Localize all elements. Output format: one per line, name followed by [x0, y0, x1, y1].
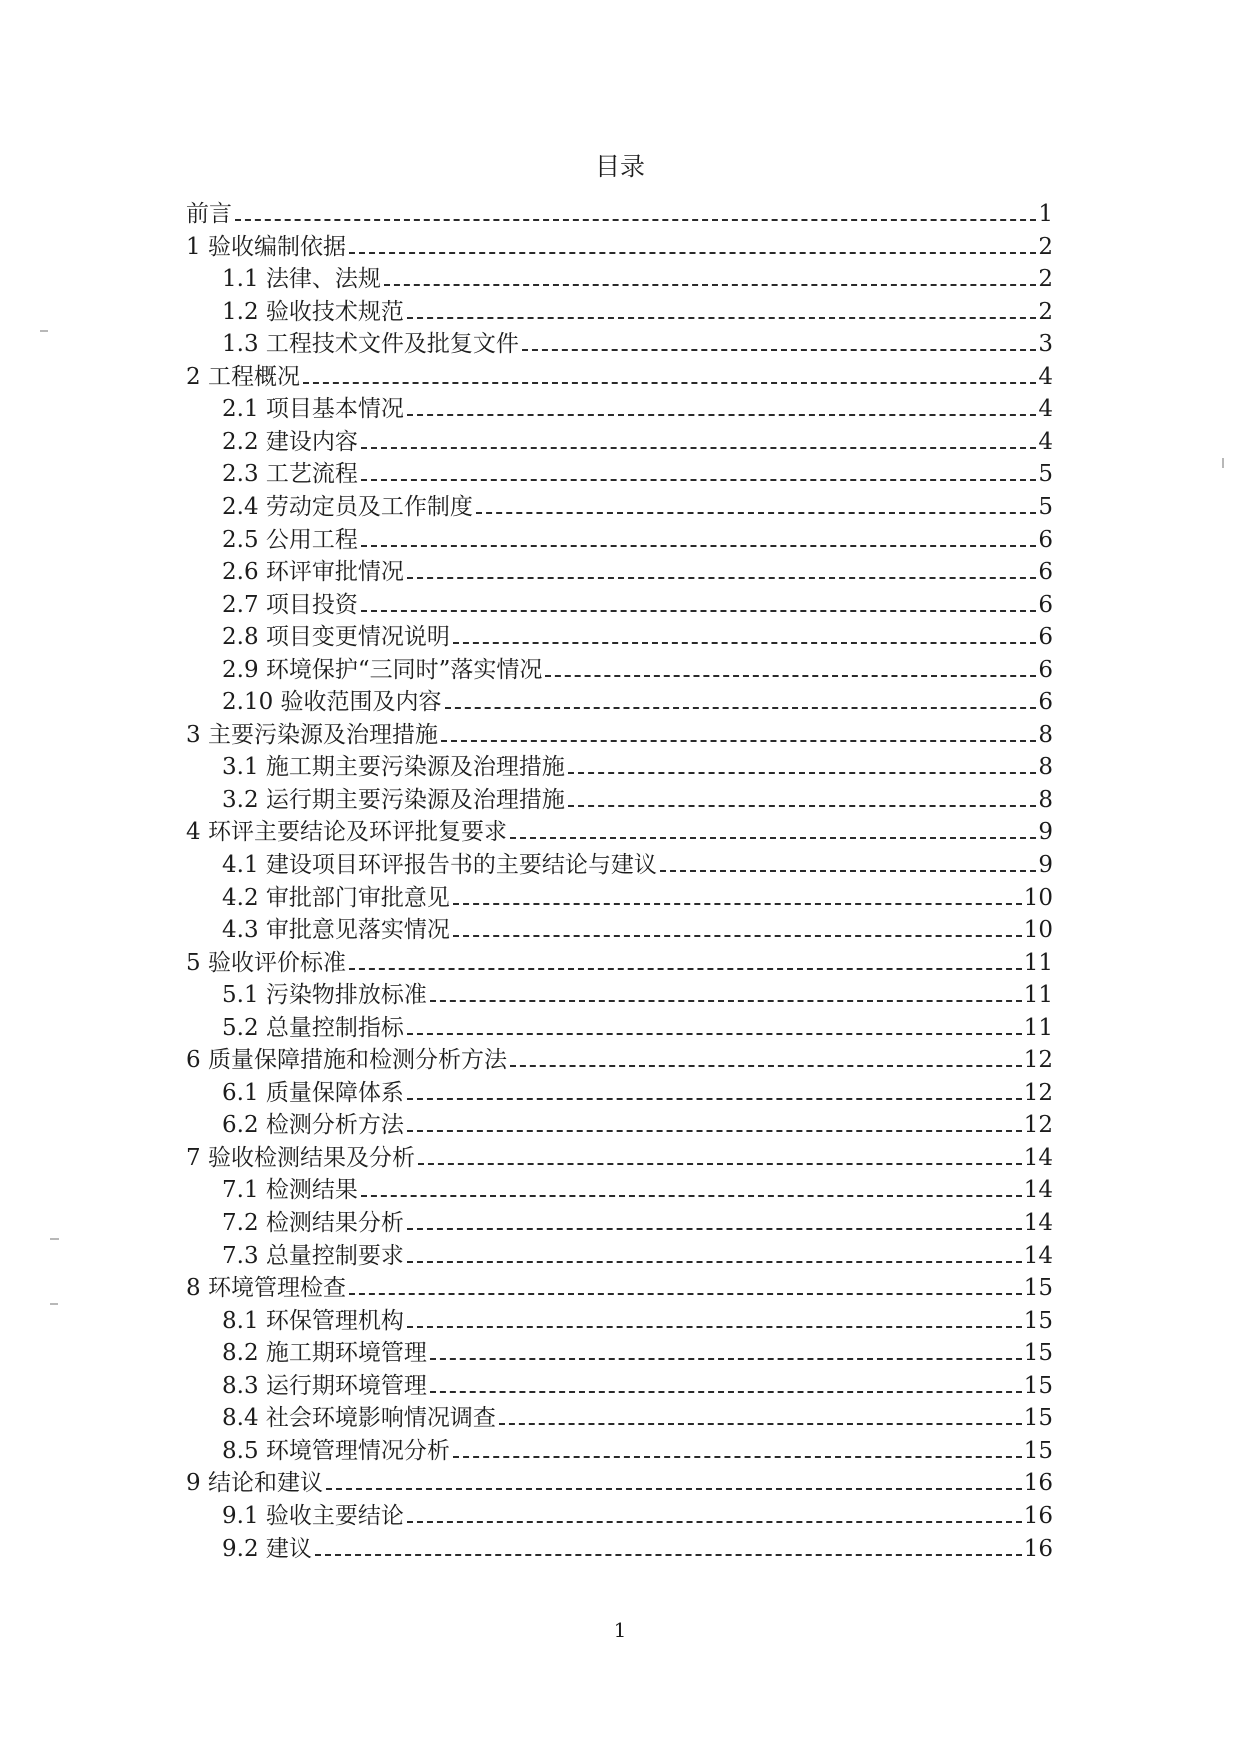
- toc-leader-dashes: [445, 707, 1037, 709]
- toc-entry: [0, 782, 1053, 815]
- toc-leader-dashes: [349, 968, 1022, 970]
- toc-entry-page: 4: [1038, 364, 1053, 390]
- toc-entry: [0, 717, 1053, 750]
- toc-entry: [0, 261, 1053, 294]
- toc-entry-label: 8.4 社会环境影响情况调查: [222, 1405, 496, 1431]
- toc-entry-label: 6.2 检测分析方法: [222, 1112, 404, 1138]
- toc-entry-label: 2.10 验收范围及内容: [222, 689, 442, 715]
- toc-entry-label: 2.5 公用工程: [222, 527, 358, 553]
- toc-entry-label: 2.3 工艺流程: [222, 461, 358, 487]
- toc-entry: [0, 619, 1053, 652]
- toc-entry: [0, 749, 1053, 782]
- toc-entry-label: 2.7 项目投资: [222, 592, 358, 618]
- scan-speck: [50, 1238, 59, 1240]
- toc-entry: [0, 684, 1053, 717]
- toc-entry-label: 1 验收编制依据: [186, 234, 346, 260]
- toc-entry-label: 1.2 验收技术规范: [222, 299, 404, 325]
- toc-entry-page: 6: [1038, 527, 1053, 553]
- toc-entry: [0, 847, 1053, 880]
- toc-entry: [0, 391, 1053, 424]
- toc-entry: [0, 1205, 1053, 1238]
- toc-entry: [0, 977, 1053, 1010]
- toc-entry-label: 9 结论和建议: [186, 1470, 323, 1496]
- toc-entry-page: 1: [1038, 201, 1053, 227]
- toc-entry-label: 9.1 验收主要结论: [222, 1503, 404, 1529]
- toc-entry-page: 14: [1023, 1145, 1053, 1171]
- toc-entry-page: 16: [1023, 1503, 1053, 1529]
- toc-entry-page: 11: [1023, 1015, 1053, 1041]
- toc-entry-label: 3 主要污染源及治理措施: [186, 722, 438, 748]
- toc-entry-page: 11: [1023, 982, 1053, 1008]
- toc-entry-page: 2: [1038, 266, 1053, 292]
- toc-entry: [0, 554, 1053, 587]
- toc-entry-label: 1.1 法律、法规: [222, 266, 381, 292]
- toc-entry-label: 1.3 工程技术文件及批复文件: [222, 331, 519, 357]
- toc-entry: [0, 945, 1053, 978]
- toc-leader-dashes: [430, 1000, 1022, 1002]
- toc-leader-dashes: [361, 610, 1036, 612]
- toc-entry-label: 8.5 环境管理情况分析: [222, 1438, 450, 1464]
- toc-entry-label: 7.2 检测结果分析: [222, 1210, 404, 1236]
- toc-entry-page: 8: [1038, 722, 1053, 748]
- toc-leader-dashes: [476, 512, 1036, 514]
- toc-entry-label: 9.2 建议: [222, 1536, 312, 1562]
- toc-entry: [0, 1368, 1053, 1401]
- toc-entry: [0, 229, 1053, 262]
- toc-entry-label: 6.1 质量保障体系: [222, 1080, 404, 1106]
- toc-entry-label: 4 环评主要结论及环评批复要求: [186, 819, 507, 845]
- toc-entry-page: 15: [1023, 1373, 1053, 1399]
- toc-entry: [0, 1433, 1053, 1466]
- toc-entry: [0, 1531, 1053, 1564]
- toc-entry-page: 3: [1038, 331, 1053, 357]
- toc-title: 目录: [594, 152, 645, 181]
- toc-leader-dashes: [418, 1163, 1022, 1165]
- toc-entry-page: 8: [1038, 787, 1053, 813]
- toc-leader-dashes: [568, 772, 1036, 774]
- toc-leader-dashes: [407, 1033, 1022, 1035]
- toc-entry-label: 2.8 项目变更情况说明: [222, 624, 450, 650]
- toc-entry: [0, 1140, 1053, 1173]
- page-number: 1: [613, 1618, 627, 1642]
- toc-entry-label: 2 工程概况: [186, 364, 300, 390]
- toc-entry-label: 6 质量保障措施和检测分析方法: [186, 1047, 507, 1073]
- toc-entry-page: 15: [1023, 1308, 1053, 1334]
- toc-leader-dashes: [384, 284, 1036, 286]
- toc-entry-label: 5.1 污染物排放标准: [222, 982, 427, 1008]
- toc-entry-page: 6: [1038, 624, 1053, 650]
- toc-entry: [0, 814, 1053, 847]
- toc-entry: [0, 880, 1053, 913]
- toc-entry-label: 7.1 检测结果: [222, 1177, 358, 1203]
- toc-entry: [0, 359, 1053, 392]
- toc-entry-page: 12: [1023, 1080, 1053, 1106]
- toc-leader-dashes: [407, 1228, 1022, 1230]
- toc-entry-label: 3.1 施工期主要污染源及治理措施: [222, 754, 565, 780]
- toc-entry: [0, 1335, 1053, 1368]
- toc-entry: [0, 1010, 1053, 1043]
- toc-entry: [0, 196, 1053, 229]
- toc-leader-dashes: [407, 577, 1036, 579]
- toc-entry-label: 2.4 劳动定员及工作制度: [222, 494, 473, 520]
- toc-leader-dashes: [349, 1293, 1022, 1295]
- toc-leader-dashes: [361, 479, 1036, 481]
- toc-entry-label: 5 验收评价标准: [186, 950, 346, 976]
- toc-entry: [0, 1270, 1053, 1303]
- toc-entry: [0, 1107, 1053, 1140]
- toc-entry-page: 10: [1023, 885, 1053, 911]
- toc-entry-page: 15: [1023, 1405, 1053, 1431]
- toc-leader-dashes: [453, 903, 1022, 905]
- toc-entry-page: 14: [1023, 1210, 1053, 1236]
- toc-entry-label: 3.2 运行期主要污染源及治理措施: [222, 787, 565, 813]
- toc-entry-label: 4.3 审批意见落实情况: [222, 917, 450, 943]
- toc-entry-page: 4: [1038, 396, 1053, 422]
- scan-speck: [50, 1303, 58, 1305]
- toc-entry-page: 12: [1023, 1047, 1053, 1073]
- toc-leader-dashes: [660, 870, 1036, 872]
- toc-entry: [0, 456, 1053, 489]
- toc-entry-page: 10: [1023, 917, 1053, 943]
- toc-entry-page: 16: [1023, 1470, 1053, 1496]
- toc-leader-dashes: [522, 349, 1036, 351]
- toc-entry: [0, 912, 1053, 945]
- toc-entry-page: 2: [1038, 234, 1053, 260]
- toc-leader-dashes: [407, 414, 1036, 416]
- toc-entry-page: 12: [1023, 1112, 1053, 1138]
- toc-entry-label: 8.2 施工期环境管理: [222, 1340, 427, 1366]
- toc-entry-page: 15: [1023, 1275, 1053, 1301]
- toc-entry-page: 16: [1023, 1536, 1053, 1562]
- toc-entry: [0, 1303, 1053, 1336]
- toc-entry-label: 2.9 环境保护“三同时”落实情况: [222, 657, 543, 683]
- toc-leader-dashes: [407, 1326, 1022, 1328]
- toc-entry: [0, 326, 1053, 359]
- toc-leader-dashes: [407, 317, 1036, 319]
- scan-speck: [40, 330, 48, 332]
- toc-entry-label: 2.6 环评审批情况: [222, 559, 404, 585]
- toc-entry-label: 8.1 环保管理机构: [222, 1308, 404, 1334]
- toc-entry-page: 2: [1038, 299, 1053, 325]
- toc-entry: [0, 489, 1053, 522]
- toc-leader-dashes: [568, 805, 1036, 807]
- toc-entry-label: 4.2 审批部门审批意见: [222, 885, 450, 911]
- toc-leader-dashes: [361, 447, 1036, 449]
- toc-leader-dashes: [361, 1195, 1022, 1197]
- toc-entry-page: 8: [1038, 754, 1053, 780]
- toc-entry: [0, 1400, 1053, 1433]
- toc-leader-dashes: [407, 1521, 1022, 1523]
- scan-speck: [1222, 458, 1224, 468]
- toc-leader-dashes: [407, 1130, 1022, 1132]
- toc-entry: [0, 522, 1053, 555]
- toc-entry-label: 7 验收检测结果及分析: [186, 1145, 415, 1171]
- toc-entry: [0, 294, 1053, 327]
- toc-entry-page: 4: [1038, 429, 1053, 455]
- toc-leader-dashes: [510, 837, 1036, 839]
- toc-leader-dashes: [453, 1456, 1022, 1458]
- toc-entry: [0, 1238, 1053, 1271]
- toc-leader-dashes: [315, 1554, 1022, 1556]
- toc-entry-label: 5.2 总量控制指标: [222, 1015, 404, 1041]
- toc-leader-dashes: [407, 1098, 1022, 1100]
- toc-leader-dashes: [545, 675, 1036, 677]
- toc-entry-page: 5: [1038, 461, 1053, 487]
- toc-entry-label: 8 环境管理检查: [186, 1275, 346, 1301]
- toc-entry-page: 6: [1038, 689, 1053, 715]
- toc-entry: [0, 1042, 1053, 1075]
- toc-leader-dashes: [349, 252, 1036, 254]
- toc-leader-dashes: [441, 740, 1036, 742]
- toc-entry-page: 9: [1038, 819, 1053, 845]
- toc-entry-page: 11: [1023, 950, 1053, 976]
- toc-leader-dashes: [453, 935, 1022, 937]
- toc-entry-page: 15: [1023, 1340, 1053, 1366]
- toc-entry-label: 2.1 项目基本情况: [222, 396, 404, 422]
- toc-entry-page: 6: [1038, 657, 1053, 683]
- toc-entry: [0, 652, 1053, 685]
- toc-entry: [0, 424, 1053, 457]
- toc-entry: [0, 587, 1053, 620]
- toc-leader-dashes: [499, 1423, 1022, 1425]
- toc-entry-page: 15: [1023, 1438, 1053, 1464]
- toc-entry-page: 6: [1038, 559, 1053, 585]
- toc-entry: [0, 1172, 1053, 1205]
- toc-entry-page: 9: [1038, 852, 1053, 878]
- toc-entry: [0, 1465, 1053, 1498]
- toc-entry-page: 14: [1023, 1243, 1053, 1269]
- toc-entry: [0, 1075, 1053, 1108]
- toc-leader-dashes: [407, 1261, 1022, 1263]
- toc-entry-label: 8.3 运行期环境管理: [222, 1373, 427, 1399]
- toc-leader-dashes: [453, 642, 1036, 644]
- toc-leader-dashes: [326, 1488, 1022, 1490]
- toc-entry-label: 前言: [186, 201, 232, 227]
- toc-entry-label: 7.3 总量控制要求: [222, 1243, 404, 1269]
- toc-leader-dashes: [303, 382, 1036, 384]
- toc-leader-dashes: [235, 219, 1036, 221]
- toc-entry-label: 2.2 建设内容: [222, 429, 358, 455]
- toc-entry-page: 6: [1038, 592, 1053, 618]
- toc-entry-page: 14: [1023, 1177, 1053, 1203]
- toc-leader-dashes: [361, 545, 1036, 547]
- toc-entry: [0, 1498, 1053, 1531]
- toc-leader-dashes: [430, 1358, 1022, 1360]
- toc-leader-dashes: [510, 1065, 1022, 1067]
- toc-leader-dashes: [430, 1391, 1022, 1393]
- toc-entry-page: 5: [1038, 494, 1053, 520]
- toc-entry-label: 4.1 建设项目环评报告书的主要结论与建议: [222, 852, 657, 878]
